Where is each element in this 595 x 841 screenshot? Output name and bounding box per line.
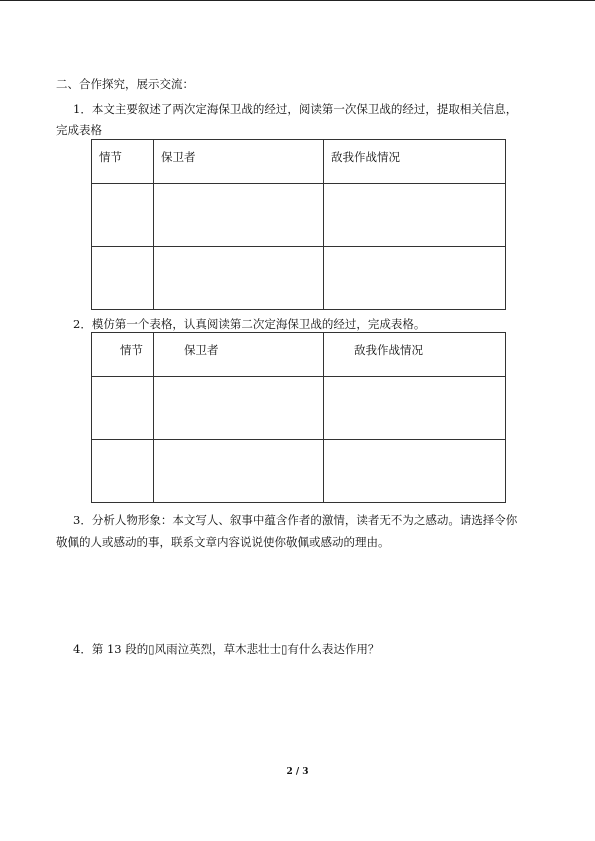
table-cell-blank[interactable]: [324, 377, 506, 440]
page-number: 2 / 3: [286, 767, 309, 777]
header-cell-defender: 保卫者: [154, 333, 324, 377]
table-cell-blank[interactable]: [324, 184, 506, 247]
question-2-text: 2．模仿第一个表格，认真阅读第二次定海保卫战的经过，完成表格。: [73, 317, 426, 331]
header-cell-plot: 情节: [92, 140, 154, 184]
table-cell-blank[interactable]: [324, 440, 506, 503]
header-cell-battle-situation: 敌我作战情况: [324, 333, 506, 377]
table-header-row: [92, 140, 506, 184]
table-cell-blank[interactable]: [92, 440, 154, 503]
table-cell-blank[interactable]: [92, 184, 154, 247]
table-cell-blank[interactable]: [154, 377, 324, 440]
question-3-line-2: 敬佩的人或感动的事，联系文章内容说说使你敬佩或感动的理由。: [56, 535, 390, 549]
table-cell-blank[interactable]: [154, 440, 324, 503]
question-1-line-1: 1．本文主要叙述了两次定海保卫战的经过，阅读第一次保卫战的经过，提取相关信息，: [73, 102, 518, 116]
table-cell-blank[interactable]: [154, 184, 324, 247]
header-cell-defender: 保卫者: [154, 140, 324, 184]
table-cell-blank[interactable]: [154, 247, 324, 310]
table-first-defense: [91, 139, 506, 310]
section-heading: 二、合作探究，展示交流：: [56, 77, 194, 91]
header-cell-plot: 情节: [92, 333, 154, 377]
question-3-line-1: 3．分析人物形象：本文写人、叙事中蕴含作者的激情，读者无不为之感动。请选择令你: [73, 513, 518, 527]
table-header-row: [92, 333, 506, 377]
table-cell-blank[interactable]: [92, 377, 154, 440]
top-border-line: [0, 0, 595, 1]
table-cell-blank[interactable]: [324, 247, 506, 310]
header-cell-battle-situation: 敌我作战情况: [324, 140, 506, 184]
question-1-line-2: 完成表格: [56, 123, 102, 137]
table-row: [92, 440, 506, 503]
table-row: [92, 184, 506, 247]
table-cell-blank[interactable]: [92, 247, 154, 310]
question-4-text: 4．第 13 段的▯风雨泣英烈，草木悲壮士▯有什么表达作用？: [73, 642, 380, 656]
table-second-defense: [91, 332, 506, 503]
table-row: [92, 247, 506, 310]
table-row: [92, 377, 506, 440]
